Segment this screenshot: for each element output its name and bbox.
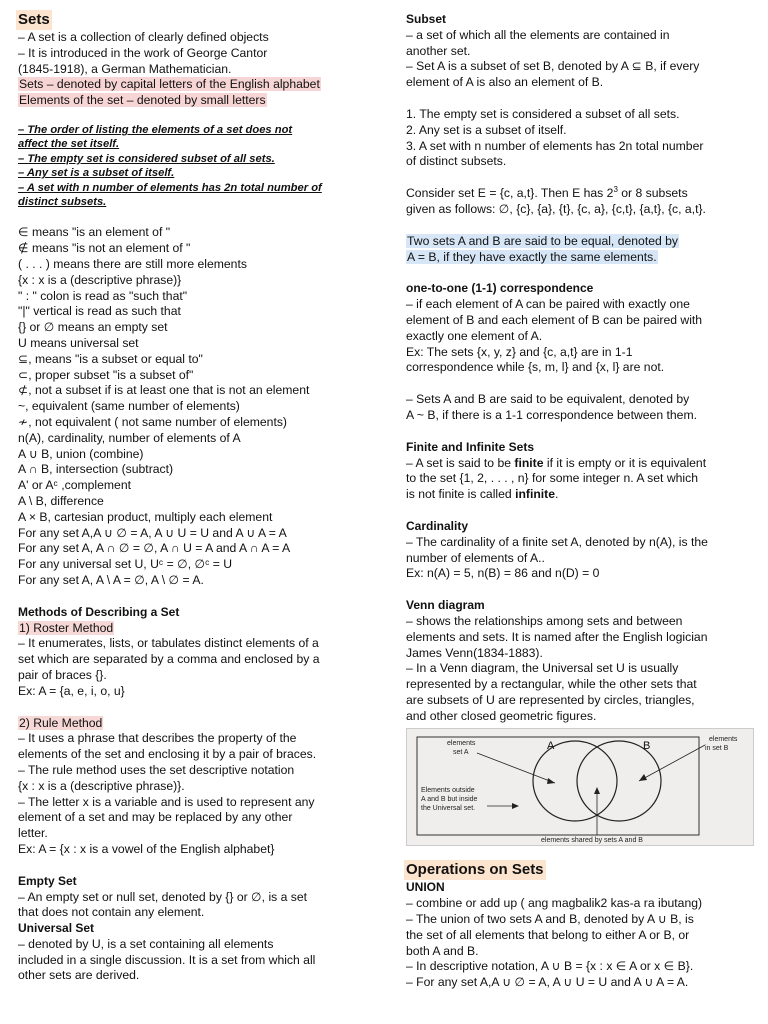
- finite-text-end: if it is empty or it is equivalent: [543, 455, 707, 470]
- subset-line: – Set A is a subset of set B, denoted by A ⊆ B, if every: [406, 59, 700, 74]
- one-to-one-line: element of B and each element of B can be paired with: [406, 312, 703, 327]
- rule-method-block: [18, 731, 368, 857]
- numbered-line: 2. Any set is a subset of itself.: [406, 122, 567, 137]
- right-column: [406, 12, 754, 991]
- symbol-line: ∉ means "is not an element of ": [18, 241, 191, 256]
- rule-method-line: – The rule method uses the set descriptive notation: [18, 762, 295, 777]
- finite-line: [406, 456, 754, 472]
- consider-text: Consider set E = {c, a,t}. Then E has 2: [406, 186, 614, 201]
- sets-title: Sets: [18, 11, 50, 28]
- outside-label-1: Elements outside: [421, 787, 475, 795]
- rule-line: – The order of listing the elements of a set does not: [18, 123, 293, 136]
- venn-line: elements and sets. It is named after the English logician: [406, 629, 708, 644]
- intro-line: – It is introduced in the work of George Cantor: [18, 45, 268, 60]
- arrow-outside-head: [512, 803, 519, 809]
- empty-set-line: – An empty set or null set, denoted by {} or ∅, is a set: [18, 889, 308, 904]
- symbol-line: ( . . . ) means there are still more elements: [18, 257, 247, 272]
- equivalent-line: – Sets A and B are said to be equivalent, denoted by: [406, 392, 690, 407]
- consider-subsets-line: given as follows: ∅, {c}, {a}, {t}, {c, a}, {c,t}, {a,t}, {c, a,t}.: [406, 201, 706, 216]
- rule-method-line: {x : x is a (descriptive phrase)}.: [18, 778, 185, 793]
- symbol-line: A × B, cartesian product, multiply each element: [18, 509, 273, 524]
- symbol-line: A ∩ B, intersection (subtract): [18, 462, 174, 477]
- equal-sets-line: A = B, if they have exactly the same elements.: [407, 249, 657, 264]
- symbol-line: For any set A, A \ A = ∅, A \ ∅ = A.: [18, 572, 204, 587]
- union-line: – combine or add up ( ang magbalik2 kas-a ra ibutang): [406, 896, 703, 911]
- venn-title: Venn diagram: [406, 598, 485, 613]
- set-a-circle: [533, 741, 617, 821]
- rule-method-line: elements of the set and enclosing it by a pair of braces.: [18, 747, 317, 762]
- finite-line-3: [406, 487, 754, 503]
- venn-diagram: [406, 728, 754, 846]
- symbol-line: " : " colon is read as "such that": [18, 288, 188, 303]
- rule-method-title: 2) Rule Method: [19, 715, 103, 730]
- symbol-line: {} or ∅ means an empty set: [18, 320, 168, 335]
- arrow-set-a-head: [547, 778, 555, 784]
- union-title: UNION: [406, 880, 445, 895]
- symbols-list: [18, 225, 368, 588]
- finite-word: finite: [514, 455, 544, 470]
- symbol-line: ~, equivalent (same number of elements): [18, 399, 240, 414]
- union-line: – For any set A,A ∪ ∅ = A, A ∪ U = U and A ∪ A = A.: [406, 975, 689, 990]
- one-to-one-title: one-to-one (1-1) correspondence: [406, 281, 594, 296]
- symbol-line: For any set A, A ∩ ∅ = ∅, A ∩ U = A and A ∩ A = A: [18, 541, 291, 556]
- symbol-line: ≁, not equivalent ( not same number of elements): [18, 414, 287, 429]
- shared-elements-label: elements shared by sets A and B: [541, 837, 643, 845]
- outside-label-3: the Universal set.: [421, 805, 476, 813]
- rules-block: [18, 123, 368, 209]
- numbered-line: 3. A set with n number of elements has 2n total number: [406, 138, 704, 153]
- symbol-line: A \ B, difference: [18, 493, 104, 508]
- roster-line: Ex: A = {a, e, i, o, u}: [18, 683, 125, 698]
- infinite-text-end: .: [555, 487, 559, 502]
- rule-line: – Any set is a subset of itself.: [18, 167, 175, 180]
- roster-method-title: 1) Roster Method: [19, 620, 114, 635]
- union-line: – In descriptive notation, A ∪ B = {x : x ∈ A or x ∈ B}.: [406, 959, 694, 974]
- venn-line: James Venn(1834-1883).: [406, 645, 543, 660]
- empty-set-line: that does not contain any element.: [18, 905, 205, 920]
- rule-method-line: letter.: [18, 826, 48, 841]
- roster-line: – It enumerates, lists, or tabulates distinct elements of a: [18, 636, 319, 651]
- methods-title: Methods of Describing a Set: [18, 604, 180, 619]
- universal-set-line: included in a single discussion. It is a set from which all: [18, 952, 316, 967]
- highlight-capital-letters: Sets – denoted by capital letters of the English alphabet: [19, 77, 320, 92]
- universal-set-line: – denoted by U, is a set containing all elements: [18, 936, 274, 951]
- venn-line: are subsets of U are represented by circles, triangles,: [406, 692, 695, 707]
- one-to-one-line: correspondence while {s, m, l} and {x, l} are not.: [406, 360, 665, 375]
- infinite-text: is not finite is called: [406, 487, 516, 502]
- roster-line: pair of braces {}.: [18, 667, 107, 682]
- symbol-line: For any set A,A ∪ ∅ = A, A ∪ U = U and A ∪ A = A: [18, 525, 287, 540]
- rule-line: – The empty set is considered subset of all sets.: [18, 152, 275, 165]
- rule-method-line: Ex: A = {x : x is a vowel of the English alphabet}: [18, 841, 275, 856]
- elements-set-a-label: elements: [447, 740, 476, 748]
- finite-title: Finite and Infinite Sets: [406, 439, 535, 454]
- consider-text-end: or 8 subsets: [617, 186, 688, 201]
- rule-line: – A set with n number of elements has 2n total number of: [18, 181, 322, 194]
- operations-title: Operations on Sets: [406, 861, 544, 879]
- subset-line: – a set of which all the elements are contained in: [406, 27, 670, 42]
- finite-text: – A set is said to be: [406, 455, 515, 470]
- set-b-label: B: [643, 740, 651, 753]
- cardinality-line: number of elements of A..: [406, 550, 545, 565]
- numbered-line: of distinct subsets.: [406, 154, 507, 169]
- cardinality-line: – The cardinality of a finite set A, denoted by n(A), is the: [406, 534, 708, 549]
- elements-set-b-label: elements: [709, 736, 738, 744]
- venn-diagram-svg: [407, 729, 753, 845]
- rule-method-line: element of a set and may be replaced by any other: [18, 810, 293, 825]
- intro-line: (1845-1918), a German Mathematician.: [18, 61, 232, 76]
- elements-set-a-label-2: set A: [453, 749, 469, 757]
- equivalent-line: A ~ B, if there is a 1-1 correspondence between them.: [406, 407, 697, 422]
- rule-method-line: – The letter x is a variable and is used to represent any: [18, 794, 315, 809]
- universal-set-line: other sets are derived.: [18, 968, 140, 983]
- set-b-circle: [577, 741, 661, 821]
- venn-line: – shows the relationships among sets and between: [406, 613, 683, 628]
- subset-title: Subset: [406, 12, 447, 26]
- rule-line: distinct subsets.: [18, 196, 107, 209]
- union-line: both A and B.: [406, 943, 479, 958]
- union-line: – The union of two sets A and B, denoted by A ∪ B, is: [406, 912, 694, 927]
- consider-exponent: 3: [613, 185, 618, 195]
- symbol-line: ⊆, means "is a subset or equal to": [18, 351, 203, 366]
- symbol-line: "|" vertical is read as such that: [18, 304, 181, 319]
- rule-method-line: – It uses a phrase that describes the property of the: [18, 731, 297, 746]
- cardinality-title: Cardinality: [406, 518, 469, 533]
- infinite-word: infinite: [515, 487, 556, 502]
- roster-block: [18, 636, 368, 699]
- symbol-line: ⊂, proper subset "is a subset of": [18, 367, 194, 382]
- outside-label-2: A and B but inside: [421, 796, 478, 804]
- one-to-one-line: – if each element of A can be paired with exactly one: [406, 297, 690, 312]
- left-column: [18, 10, 368, 984]
- venn-line: and other closed geometric figures.: [406, 708, 597, 723]
- numbered-line: 1. The empty set is considered a subset of all sets.: [406, 106, 680, 121]
- rule-line: affect the set itself.: [18, 138, 120, 151]
- equal-sets-line: Two sets A and B are said to be equal, denoted by: [407, 233, 679, 248]
- venn-line: represented by a rectangular, while the other sets that: [406, 677, 697, 692]
- cardinality-line: Ex: n(A) = 5, n(B) = 86 and n(D) = 0: [406, 566, 600, 581]
- roster-line: set which are separated by a comma and enclosed by a: [18, 652, 320, 667]
- symbol-line: For any universal set U, Uᶜ = ∅, ∅ᶜ = U: [18, 557, 233, 572]
- subset-line: element of A is also an element of B.: [406, 75, 604, 90]
- venn-line: – In a Venn diagram, the Universal set U is usually: [406, 661, 679, 676]
- symbol-line: U means universal set: [18, 336, 139, 350]
- finite-line-2: to the set {1, 2, . . . , n} for some integer n. A set which: [406, 471, 698, 486]
- elements-set-b-label-2: in set B: [705, 745, 729, 753]
- arrow-shared-head: [594, 787, 600, 794]
- symbol-line: ∈ means "is an element of ": [18, 225, 171, 240]
- empty-set-title: Empty Set: [18, 873, 77, 888]
- universal-set-title: Universal Set: [18, 921, 95, 936]
- one-to-one-line: Ex: The sets {x, y, z} and {c, a,t} are in 1-1: [406, 344, 633, 359]
- symbol-line: n(A), cardinality, number of elements of A: [18, 430, 241, 445]
- symbol-line: {x : x is a (descriptive phrase)}: [18, 272, 182, 287]
- intro-line: – A set is a collection of clearly defined objects: [18, 30, 269, 44]
- symbol-line: A' or Aᶜ ,complement: [18, 478, 131, 493]
- set-a-label: A: [547, 740, 555, 753]
- intro-block: [18, 30, 368, 77]
- union-line: the set of all elements that belong to either A or B, or: [406, 927, 690, 942]
- symbol-line: A ∪ B, union (combine): [18, 446, 144, 461]
- subset-line: another set.: [406, 43, 471, 58]
- highlight-small-letters: Elements of the set – denoted by small letters: [19, 93, 266, 108]
- one-to-one-line: exactly one element of A.: [406, 328, 543, 343]
- arrow-set-a: [477, 753, 555, 783]
- consider-line: [406, 186, 754, 202]
- symbol-line: ⊄, not a subset if is at least one that is not an element: [18, 383, 310, 398]
